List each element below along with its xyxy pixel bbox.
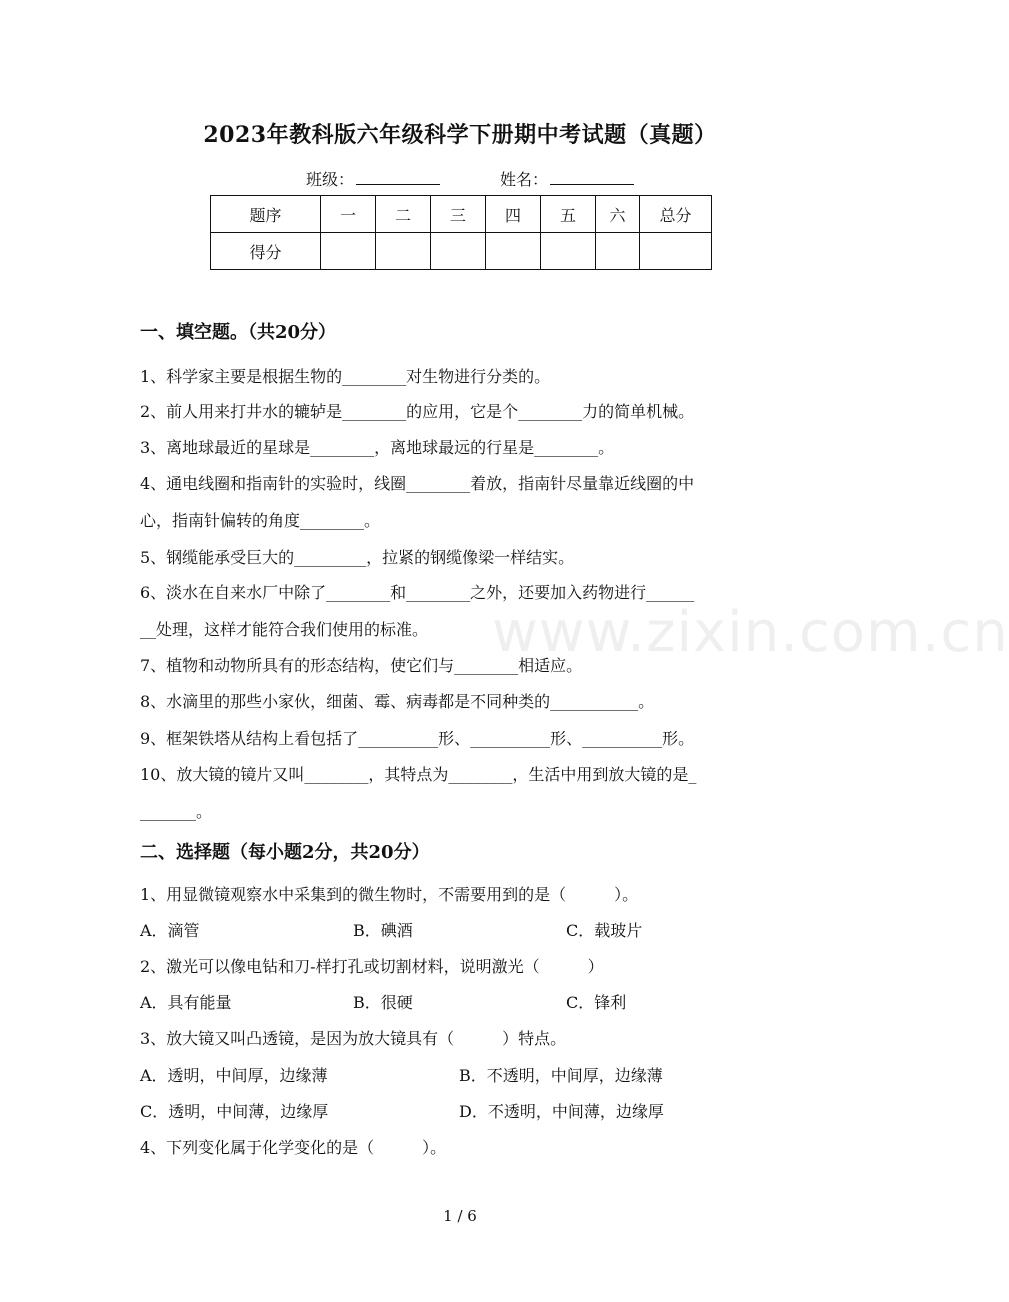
option-c[interactable]: C．锋利	[566, 993, 627, 1012]
class-blank[interactable]	[356, 168, 440, 185]
score-header-cell: 五	[541, 196, 596, 233]
score-header-cell: 四	[486, 196, 541, 233]
score-row-label: 得分	[211, 233, 321, 270]
name-blank[interactable]	[550, 168, 634, 185]
section2-heading: 二、选择题（每小题2分，共20分）	[140, 842, 430, 863]
fill-question: 9、框架铁塔从结构上看包括了__________形、__________形、__________形。	[140, 729, 695, 748]
fill-question: 3、离地球最近的星球是________，离地球最远的行星是________。	[140, 438, 615, 457]
fill-question: 7、植物和动物所具有的形态结构，使它们与________相适应。	[140, 656, 583, 675]
score-cell[interactable]	[376, 233, 431, 270]
score-cell[interactable]	[596, 233, 640, 270]
score-cell[interactable]	[431, 233, 486, 270]
class-label: 班级：	[306, 170, 355, 189]
fill-question: 8、水滴里的那些小家伙，细菌、霉、病毒都是不同种类的___________。	[140, 692, 655, 711]
score-cell[interactable]	[640, 233, 712, 270]
fill-question: 4、通电线圈和指南针的实验时，线圈________着放，指南针尽量靠近线圈的中	[140, 474, 695, 493]
score-header-cell: 题序	[211, 196, 321, 233]
option-b[interactable]: B．不透明，中间厚，边缘薄	[459, 1066, 663, 1085]
option-b[interactable]: B．很硬	[353, 993, 413, 1012]
choice-question-3: 3、放大镜又叫凸透镜，是因为放大镜具有（ ）特点。	[140, 1029, 567, 1048]
score-header-cell: 三	[431, 196, 486, 233]
name-label: 姓名：	[500, 170, 549, 189]
option-a[interactable]: A．具有能量	[140, 993, 232, 1012]
fill-question: 5、钢缆能承受巨大的_________，拉紧的钢缆像梁一样结实。	[140, 548, 575, 567]
class-field	[306, 167, 440, 190]
option-c[interactable]: C．载玻片	[566, 921, 643, 940]
score-cell[interactable]	[321, 233, 376, 270]
option-a[interactable]: A．透明，中间厚，边缘薄	[140, 1066, 328, 1085]
option-d[interactable]: D．不透明，中间薄，边缘厚	[459, 1102, 664, 1121]
section1-heading: 一、填空题。（共20分）	[140, 322, 337, 343]
option-c[interactable]: C．透明，中间薄，边缘厚	[140, 1102, 329, 1121]
fill-question: 6、淡水在自来水厂中除了________和________之外，还要加入药物进行______	[140, 583, 695, 602]
score-cell[interactable]	[541, 233, 596, 270]
page-number: 1 / 6	[443, 1207, 477, 1225]
fill-question: 10、放大镜的镜片又叫________，其特点为________，生活中用到放大镜的是_	[140, 765, 697, 784]
fill-question-cont: 心，指南针偏转的角度________。	[140, 511, 381, 530]
option-a[interactable]: A．滴管	[140, 921, 200, 940]
choice-question-1: 1、用显微镜观察水中采集到的微生物时，不需要用到的是（ ）。	[140, 885, 639, 904]
score-table	[210, 195, 712, 270]
score-table-score-row	[211, 233, 712, 270]
score-header-cell: 一	[321, 196, 376, 233]
score-cell[interactable]	[486, 233, 541, 270]
choice-question-4: 4、下列变化属于化学变化的是（ ）。	[140, 1138, 447, 1157]
score-table-header-row	[211, 196, 712, 233]
watermark: www.zixin.com.cn	[492, 600, 1009, 665]
choice-question-2: 2、激光可以像电钻和刀-样打孔或切割材料，说明激光（ ）	[140, 957, 604, 976]
option-b[interactable]: B．碘酒	[353, 921, 413, 940]
fill-question: 1、科学家主要是根据生物的________对生物进行分类的。	[140, 367, 551, 386]
fill-question-cont: _______。	[140, 802, 213, 821]
page-title: 2023年教科版六年级科学下册期中考试题（真题）	[203, 122, 717, 148]
name-field	[500, 167, 634, 190]
score-header-cell: 总分	[640, 196, 712, 233]
fill-question-cont: __处理，这样才能符合我们使用的标准。	[140, 620, 429, 639]
score-header-cell: 六	[596, 196, 640, 233]
fill-question: 2、前人用来打井水的辘轳是________的应用，它是个________力的简单机械。	[140, 402, 695, 421]
score-header-cell: 二	[376, 196, 431, 233]
